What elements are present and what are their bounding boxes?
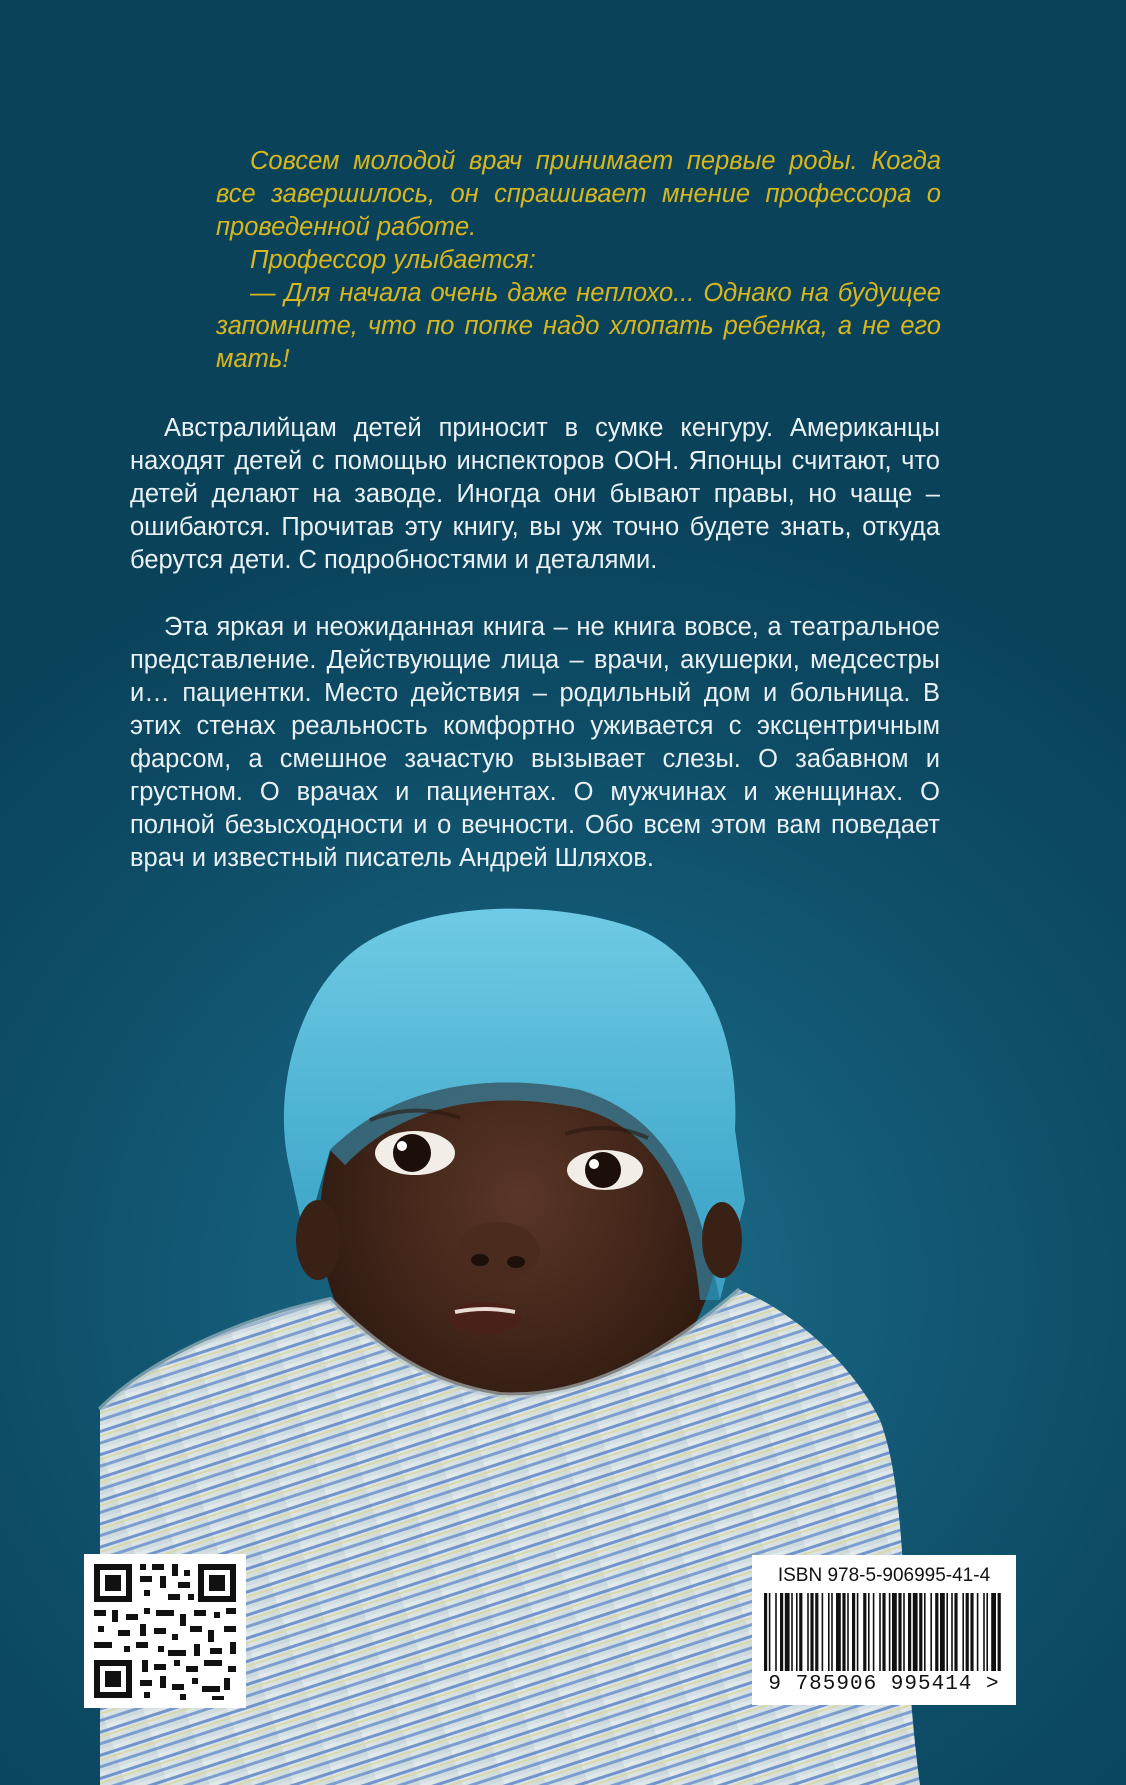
epigraph-paragraph: Профессор улыбается:: [250, 246, 536, 274]
blurb-text: Эта яркая и неожиданная книга – не книга вовсе, а театральное представление. Действующие лица – врачи, акушерки, медсестры и… пациентки. Место действия – родильный дом и больница. В этих стенах реальность комфортно уживается с эксцентричным фарсом, а смешное зачастую вызывает слезы. О забавном и грустном. О врачах и пациентах. О мужчинах и женщинах. О полной безысходности и о вечности. Обо всем этом вам поведает врач и известный писатель Андрей Шляхов.: [130, 613, 940, 872]
blurb-paragraph-1: [130, 412, 940, 577]
barcode-bars: [760, 1593, 1008, 1671]
blurb-text: Австралийцам детей приносит в сумке кенгуру. Американцы находят детей с помощью инспекторов ООН. Японцы считают, что детей делают на заводе. Иногда они бывают правы, но чаще – ошибаются. Прочитав эту книгу, вы уж точно будете знать, откуда берутся дети. С подробностями и деталями.: [130, 414, 940, 574]
blurb-paragraph-2: [130, 611, 940, 875]
isbn-barcode: [752, 1555, 1016, 1705]
qr-code[interactable]: [84, 1554, 246, 1708]
baby-mouth: [449, 1302, 521, 1334]
isbn-label: ISBN 978-5-906995-41-4: [777, 1565, 991, 1586]
isbn-digits: 9 785906 995414 >: [768, 1673, 1000, 1696]
epigraph-paragraph: Совсем молодой врач принимает первые роды. Когда все завершилось, он спрашивает мнение профессора о проведенной работе.: [216, 147, 941, 241]
epigraph: [216, 145, 941, 376]
epigraph-paragraph: — Для начала очень даже неплохо... Однако на будущее запомните, что по попке надо хлопать ребенка, а не его мать!: [216, 279, 941, 373]
qr-code-icon: [84, 1554, 246, 1708]
